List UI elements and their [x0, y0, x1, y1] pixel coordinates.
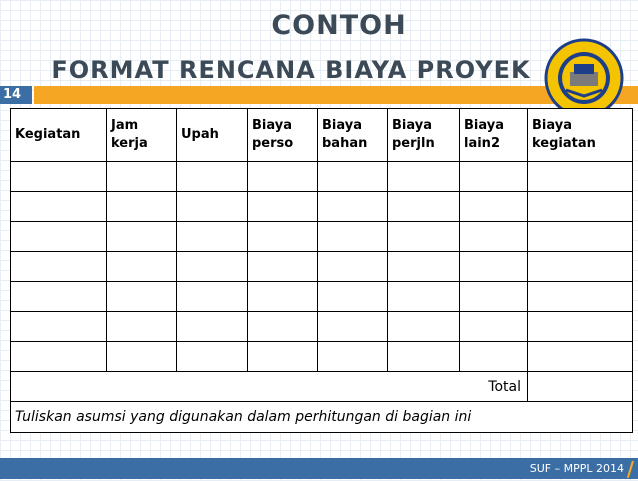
slide-title-line-1: CONTOH — [271, 10, 407, 41]
table-cell — [177, 192, 248, 222]
table-cell — [248, 162, 318, 192]
note-row — [11, 402, 633, 433]
table-cell — [177, 312, 248, 342]
table-cell — [528, 192, 633, 222]
table-cell — [248, 282, 318, 312]
table-cell — [107, 252, 177, 282]
footer-mark: / — [626, 457, 634, 481]
table-cell — [11, 312, 107, 342]
table-cell — [388, 282, 460, 312]
table-cell — [388, 312, 460, 342]
table-cell — [460, 192, 528, 222]
table-cell — [177, 282, 248, 312]
header-biaya-kegiatan: Biaya kegiatan — [528, 109, 633, 162]
table-row — [11, 282, 633, 312]
table-cell — [11, 162, 107, 192]
table-cell — [318, 252, 388, 282]
table-cell — [11, 222, 107, 252]
table-cell — [248, 312, 318, 342]
table-cell — [528, 282, 633, 312]
table-cell — [11, 342, 107, 372]
table-cell — [388, 222, 460, 252]
table-row — [11, 342, 633, 372]
table-cell — [388, 192, 460, 222]
table-cell — [460, 312, 528, 342]
table-cell — [388, 162, 460, 192]
table-cell — [528, 342, 633, 372]
table-cell — [177, 162, 248, 192]
table-row — [11, 162, 633, 192]
table-cell — [11, 282, 107, 312]
table-cell — [11, 252, 107, 282]
header-biaya-bahan: Biaya bahan — [318, 109, 388, 162]
table-cell — [177, 342, 248, 372]
total-value-cell — [528, 372, 633, 402]
table-cell — [248, 222, 318, 252]
table-cell — [107, 312, 177, 342]
table-row — [11, 192, 633, 222]
table-cell — [318, 192, 388, 222]
table-cell — [11, 192, 107, 222]
header-jam-kerja: Jam kerja — [107, 109, 177, 162]
table-cell — [318, 342, 388, 372]
table-cell — [107, 342, 177, 372]
table-cell — [460, 342, 528, 372]
table-cell — [318, 312, 388, 342]
table-cell — [528, 312, 633, 342]
footer-text: SUF – MPPL 2014 — [529, 462, 624, 475]
assumption-note: Tuliskan asumsi yang digunakan dalam perhitungan di bagian ini — [11, 402, 633, 433]
table-header-row — [11, 109, 633, 162]
table-cell — [460, 252, 528, 282]
header-upah: Upah — [177, 109, 248, 162]
table-cell — [248, 192, 318, 222]
table-cell — [248, 342, 318, 372]
university-seal-icon — [544, 38, 624, 118]
header-biaya-perjln: Biaya perjln — [388, 109, 460, 162]
table-cell — [177, 252, 248, 282]
table-row — [11, 252, 633, 282]
header-kegiatan: Kegiatan — [11, 109, 107, 162]
table-cell — [107, 162, 177, 192]
table-cell — [107, 282, 177, 312]
header-biaya-perso: Biaya perso — [248, 109, 318, 162]
total-row — [11, 372, 633, 402]
header-biaya-lain2: Biaya lain2 — [460, 109, 528, 162]
table-cell — [460, 162, 528, 192]
table-cell — [107, 222, 177, 252]
cost-plan-table — [10, 108, 633, 433]
table-cell — [460, 282, 528, 312]
slide-title-line-2: FORMAT RENCANA BIAYA PROYEK — [51, 56, 531, 84]
table-cell — [318, 222, 388, 252]
page-number-badge: 14 — [0, 86, 32, 104]
table-cell — [528, 162, 633, 192]
table-cell — [177, 222, 248, 252]
table-cell — [318, 162, 388, 192]
table-row — [11, 222, 633, 252]
table-cell — [318, 282, 388, 312]
total-label: Total — [11, 372, 528, 402]
table-cell — [107, 192, 177, 222]
table-cell — [388, 252, 460, 282]
table-row — [11, 312, 633, 342]
table-cell — [388, 342, 460, 372]
table-cell — [528, 222, 633, 252]
table-cell — [528, 252, 633, 282]
table-cell — [460, 222, 528, 252]
table-cell — [248, 252, 318, 282]
